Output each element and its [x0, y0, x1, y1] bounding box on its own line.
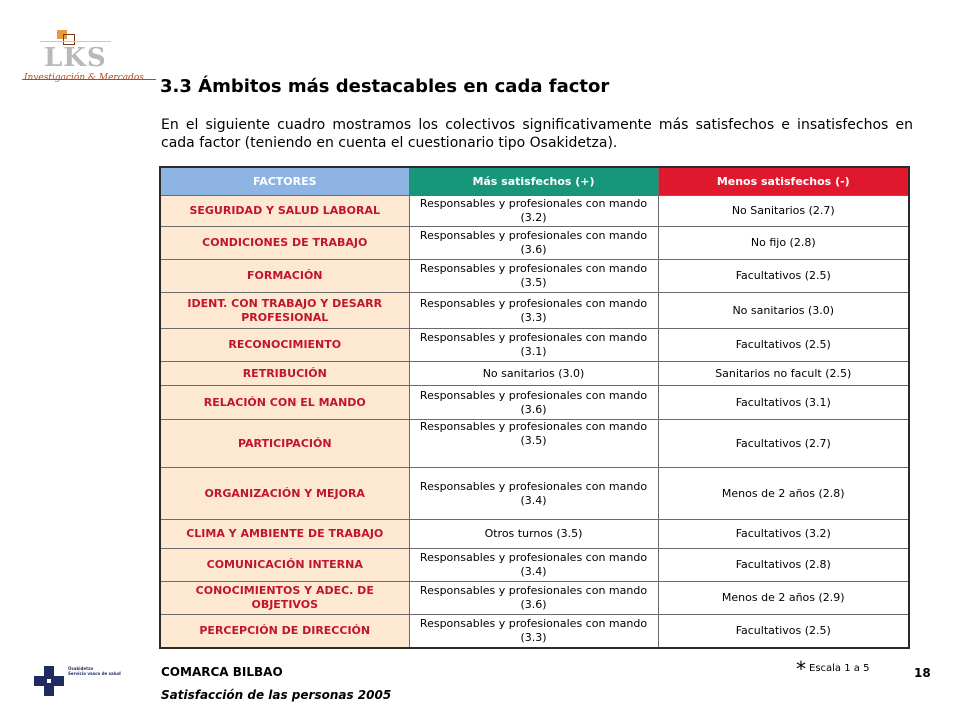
mas-satisfechos-cell: Responsables y profesionales con mando (3.5): [409, 260, 658, 293]
factor-cell: RECONOCIMIENTO: [160, 329, 409, 362]
footer-org: COMARCA BILBAO: [161, 665, 283, 679]
factor-cell: ORGANIZACIÓN Y MEJORA: [160, 468, 409, 520]
menos-satisfechos-cell: No sanitarios (3.0): [658, 293, 909, 329]
mas-satisfechos-cell: Responsables y profesionales con mando (3.5): [409, 420, 658, 468]
factor-cell: RELACIÓN CON EL MANDO: [160, 386, 409, 420]
lks-logo: [24, 30, 144, 90]
factor-cell: PARTICIPACIÓN: [160, 420, 409, 468]
factor-cell: IDENT. CON TRABAJO Y DESARR PROFESIONAL: [160, 293, 409, 329]
scale-note-text: Escala 1 a 5: [809, 663, 870, 674]
table-row: [160, 420, 909, 468]
table-row: [160, 196, 909, 227]
scale-note: [796, 657, 869, 681]
table-row: [160, 260, 909, 293]
table-row: [160, 582, 909, 615]
table-row: [160, 362, 909, 386]
mas-satisfechos-cell: Responsables y profesionales con mando (3.3): [409, 293, 658, 329]
menos-satisfechos-cell: No fijo (2.8): [658, 227, 909, 260]
factor-cell: CLIMA Y AMBIENTE DE TRABAJO: [160, 520, 409, 549]
menos-satisfechos-cell: Menos de 2 años (2.9): [658, 582, 909, 615]
header-factores: FACTORES: [160, 167, 409, 196]
lks-brand: LKS: [44, 43, 107, 73]
asterisk: *: [796, 657, 806, 681]
page-number: 18: [914, 666, 931, 680]
menos-satisfechos-cell: Menos de 2 años (2.8): [658, 468, 909, 520]
header-menos-satisfechos: Menos satisfechos (-): [658, 167, 909, 196]
table-header-row: [160, 167, 909, 196]
page-title: 3.3 Ámbitos más destacables en cada factor: [160, 76, 610, 97]
footer-subtitle: Satisfacción de las personas 2005: [161, 688, 392, 702]
table-row: [160, 227, 909, 260]
menos-satisfechos-cell: Facultativos (2.5): [658, 329, 909, 362]
mas-satisfechos-cell: Responsables y profesionales con mando (3.3): [409, 615, 658, 648]
mas-satisfechos-cell: Responsables y profesionales con mando (3.6): [409, 386, 658, 420]
factor-cell: CONOCIMIENTOS Y ADEC. DE OBJETIVOS: [160, 582, 409, 615]
mas-satisfechos-cell: Responsables y profesionales con mando (3.1): [409, 329, 658, 362]
factor-cell: PERCEPCIÓN DE DIRECCIÓN: [160, 615, 409, 648]
menos-satisfechos-cell: Facultativos (2.5): [658, 615, 909, 648]
lks-tagline: Investigación & Mercados: [24, 73, 144, 83]
menos-satisfechos-cell: Facultativos (3.1): [658, 386, 909, 420]
intro-paragraph: En el siguiente cuadro mostramos los colectivos significativamente más satisfechos e insatisfechos en cada factor (teniendo en cuenta el cuestionario tipo Osakidetza).: [161, 117, 913, 151]
mas-satisfechos-cell: Responsables y profesionales con mando (3.4): [409, 468, 658, 520]
factor-cell: CONDICIONES DE TRABAJO: [160, 227, 409, 260]
factors-table: [159, 166, 910, 649]
table-row: [160, 468, 909, 520]
table-row: [160, 615, 909, 648]
menos-satisfechos-cell: Facultativos (2.5): [658, 260, 909, 293]
factor-cell: FORMACIÓN: [160, 260, 409, 293]
table-row: [160, 329, 909, 362]
mas-satisfechos-cell: Otros turnos (3.5): [409, 520, 658, 549]
osakidetza-cross-icon: [34, 666, 64, 696]
header-mas-satisfechos: Más satisfechos (+): [409, 167, 658, 196]
table-row: [160, 386, 909, 420]
table-row: [160, 293, 909, 329]
mas-satisfechos-cell: Responsables y profesionales con mando (3.2): [409, 196, 658, 227]
menos-satisfechos-cell: No Sanitarios (2.7): [658, 196, 909, 227]
mas-satisfechos-cell: Responsables y profesionales con mando (3.4): [409, 549, 658, 582]
menos-satisfechos-cell: Facultativos (3.2): [658, 520, 909, 549]
mas-satisfechos-cell: No sanitarios (3.0): [409, 362, 658, 386]
factor-cell: SEGURIDAD Y SALUD LABORAL: [160, 196, 409, 227]
factor-cell: COMUNICACIÓN INTERNA: [160, 549, 409, 582]
factor-cell: RETRIBUCIÓN: [160, 362, 409, 386]
osakidetza-name: Osakidetza Servicio vasco de salud: [68, 666, 121, 676]
menos-satisfechos-cell: Facultativos (2.8): [658, 549, 909, 582]
mas-satisfechos-cell: Responsables y profesionales con mando (3.6): [409, 227, 658, 260]
menos-satisfechos-cell: Sanitarios no facult (2.5): [658, 362, 909, 386]
table-row: [160, 549, 909, 582]
osakidetza-logo: [34, 660, 121, 700]
mas-satisfechos-cell: Responsables y profesionales con mando (3.6): [409, 582, 658, 615]
menos-satisfechos-cell: Facultativos (2.7): [658, 420, 909, 468]
table-row: [160, 520, 909, 549]
